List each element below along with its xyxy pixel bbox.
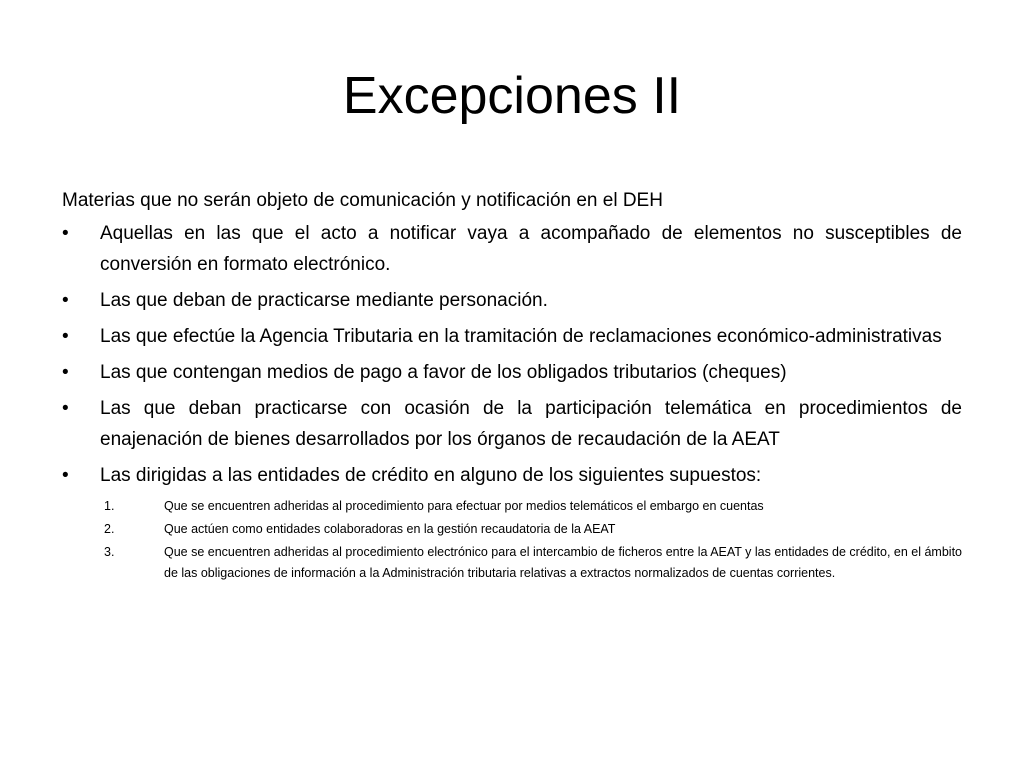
bullet-text: Las dirigidas a las entidades de crédito en alguno de los siguientes supuestos: xyxy=(100,465,762,486)
item-number: 2. xyxy=(104,522,115,536)
bullet-item xyxy=(62,460,962,491)
bullet-icon: • xyxy=(62,223,69,244)
item-text: Que se encuentren adheridas al procedimiento para efectuar por medios telemáticos el embargo en cuentas xyxy=(164,499,764,513)
bullet-icon: • xyxy=(62,290,69,311)
bullet-item xyxy=(62,393,962,455)
item-number: 1. xyxy=(104,499,115,513)
bullet-icon: • xyxy=(62,326,69,347)
bullet-icon: • xyxy=(62,465,69,486)
slide-title: Excepciones II xyxy=(342,67,682,125)
bullet-text: Las que efectúe la Agencia Tributaria en la tramitación de reclamaciones económico-administrativas xyxy=(100,326,942,347)
numbered-sub-list xyxy=(62,496,962,584)
bullet-icon: • xyxy=(62,398,69,419)
bullet-icon: • xyxy=(62,362,69,383)
numbered-item xyxy=(62,542,962,584)
bullet-item xyxy=(62,357,962,388)
bullet-item xyxy=(62,285,962,316)
item-text: Que se encuentren adheridas al procedimiento electrónico para el intercambio de ficheros entre la AEAT y las entidades de crédito, en el ámbito de las obligaciones de información a la Administración tributaria relativas a extractos normalizados de cuentas corrientes. xyxy=(164,545,962,580)
item-text: Que actúen como entidades colaboradoras en la gestión recaudatoria de la AEAT xyxy=(164,522,616,536)
bullet-text: Las que deban de practicarse mediante personación. xyxy=(100,290,548,311)
bullet-item xyxy=(62,321,962,352)
item-number: 3. xyxy=(104,545,115,559)
intro-text: Materias que no serán objeto de comunicación y notificación en el DEH xyxy=(62,190,663,211)
bullet-text: Aquellas en las que el acto a notificar vaya a acompañado de elementos no susceptibles de conversión en formato electrónico. xyxy=(100,223,962,275)
numbered-item xyxy=(62,519,962,540)
slide-body xyxy=(62,185,962,586)
bullet-item xyxy=(62,218,962,280)
numbered-item xyxy=(62,496,962,517)
bullet-text: Las que contengan medios de pago a favor de los obligados tributarios (cheques) xyxy=(100,362,787,383)
bullet-text: Las que deban practicarse con ocasión de la participación telemática en procedimientos de enajenación de bienes desarrollados por los órganos de recaudación de la AEAT xyxy=(100,398,962,450)
bullet-list xyxy=(62,218,962,491)
